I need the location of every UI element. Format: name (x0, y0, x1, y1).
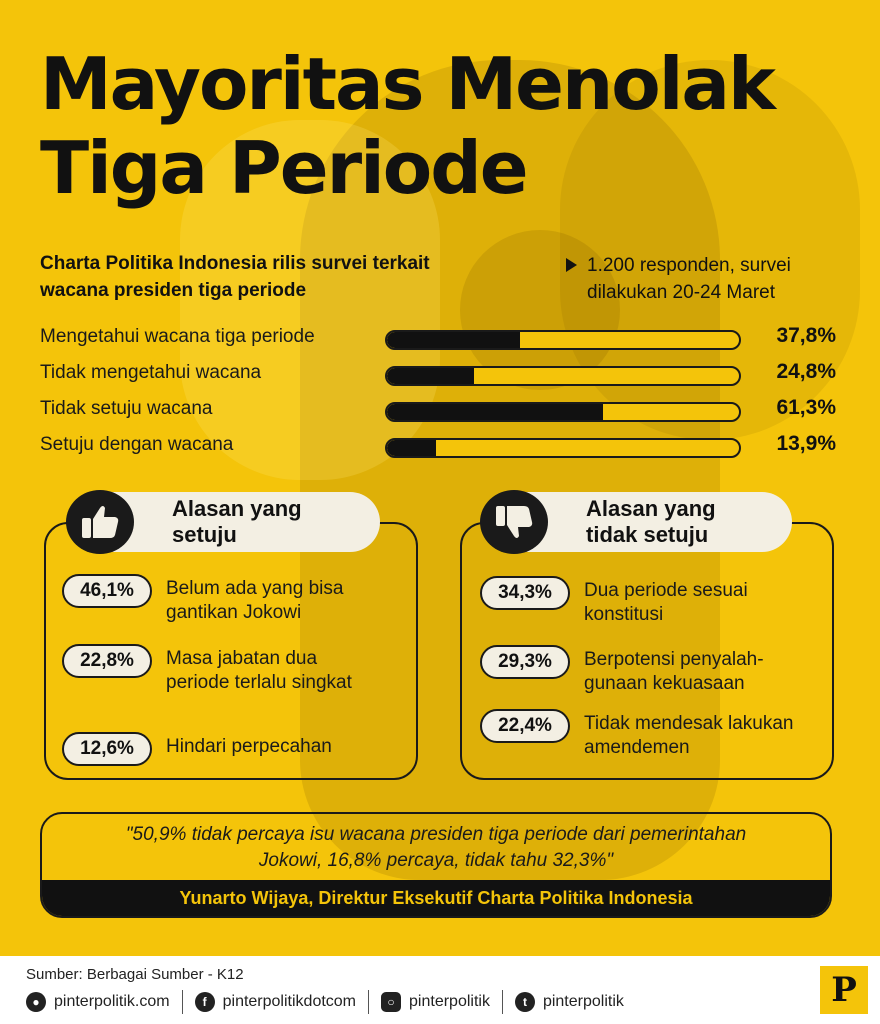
footer (0, 956, 880, 1024)
quote-box (40, 812, 832, 918)
divider (182, 990, 183, 1014)
bar-value: 24,8% (776, 360, 836, 383)
page-title: Mayoritas Menolak Tiga Periode (40, 42, 774, 210)
bar-fill (387, 332, 520, 348)
facebook-icon: f (195, 992, 215, 1012)
percent-pill: 29,3% (480, 645, 570, 679)
agree-header (68, 492, 380, 552)
play-arrow-icon (566, 258, 577, 272)
percent-pill: 34,3% (480, 576, 570, 610)
percent-pill: 22,4% (480, 709, 570, 743)
reason-text: Berpotensi penyalah-gunaan kekuasaan (584, 649, 764, 694)
divider (502, 990, 503, 1014)
bar-label: Setuju dengan wacana (40, 434, 234, 455)
bar-track (385, 438, 741, 458)
source-text: Sumber: Berbagai Sumber - K12 (26, 966, 244, 983)
bar-label: Mengetahui wacana tiga periode (40, 326, 315, 347)
bar-label: Tidak mengetahui wacana (40, 362, 262, 383)
globe-icon: ● (26, 992, 46, 1012)
twitter-label: pinterpolitik (542, 993, 624, 1010)
quote-author: Yunarto Wijaya, Direktur Eksekutif Charta Politika Indonesia (42, 880, 830, 916)
facebook-label: pinterpolitikdotcom (222, 993, 357, 1010)
agree-header-text: Alasan yang setuju (172, 496, 302, 547)
percent-pill: 22,8% (62, 644, 152, 678)
reason-text: Tidak mendesak lakukan amendemen (584, 713, 794, 758)
survey-note (566, 252, 866, 306)
reason-text: Dua periode sesuai konstitusi (584, 580, 748, 625)
divider (368, 990, 369, 1014)
bar-row (40, 394, 860, 428)
disagree-header-text: Alasan yang tidak setuju (586, 496, 716, 547)
survey-note-text: 1.200 responden, survei dilakukan 20-24 Maret (587, 255, 791, 303)
bar-fill (387, 368, 474, 384)
bar-value: 13,9% (776, 432, 836, 455)
reason-text: Hindari perpecahan (166, 736, 332, 757)
twitter-link[interactable] (515, 992, 624, 1012)
bar-track (385, 366, 741, 386)
website-link[interactable] (26, 992, 170, 1012)
pinterpolitik-logo: P (820, 966, 868, 1014)
website-label: pinterpolitik.com (54, 993, 170, 1010)
bar-track (385, 402, 741, 422)
instagram-link[interactable] (381, 992, 490, 1012)
reason-text: Masa jabatan dua periode terlalu singkat (166, 648, 352, 693)
bar-row (40, 322, 860, 356)
thumbs-down-icon (480, 490, 548, 554)
bar-fill (387, 404, 603, 420)
instagram-label: pinterpolitik (409, 993, 490, 1010)
disagree-header (482, 492, 792, 552)
instagram-icon: ○ (381, 992, 401, 1012)
bar-label: Tidak setuju wacana (40, 398, 213, 419)
bar-row (40, 430, 860, 464)
facebook-link[interactable] (195, 992, 356, 1012)
bar-track (385, 330, 741, 350)
percent-pill: 12,6% (62, 732, 152, 766)
bar-value: 61,3% (776, 396, 836, 419)
bar-value: 37,8% (776, 324, 836, 347)
subtitle: Charta Politika Indonesia rilis survei terkait wacana presiden tiga periode (40, 253, 430, 301)
quote-text: "50,9% tidak percaya isu wacana presiden tiga periode dari pemerintahan Jokowi, 16,8% percaya, tidak tahu 32,3%" (125, 824, 747, 871)
thumbs-up-icon (66, 490, 134, 554)
twitter-icon: t (515, 992, 535, 1012)
bar-row (40, 358, 860, 392)
bar-fill (387, 440, 436, 456)
percent-pill: 46,1% (62, 574, 152, 608)
social-links (26, 990, 624, 1014)
reason-text: Belum ada yang bisa gantikan Jokowi (166, 578, 344, 623)
